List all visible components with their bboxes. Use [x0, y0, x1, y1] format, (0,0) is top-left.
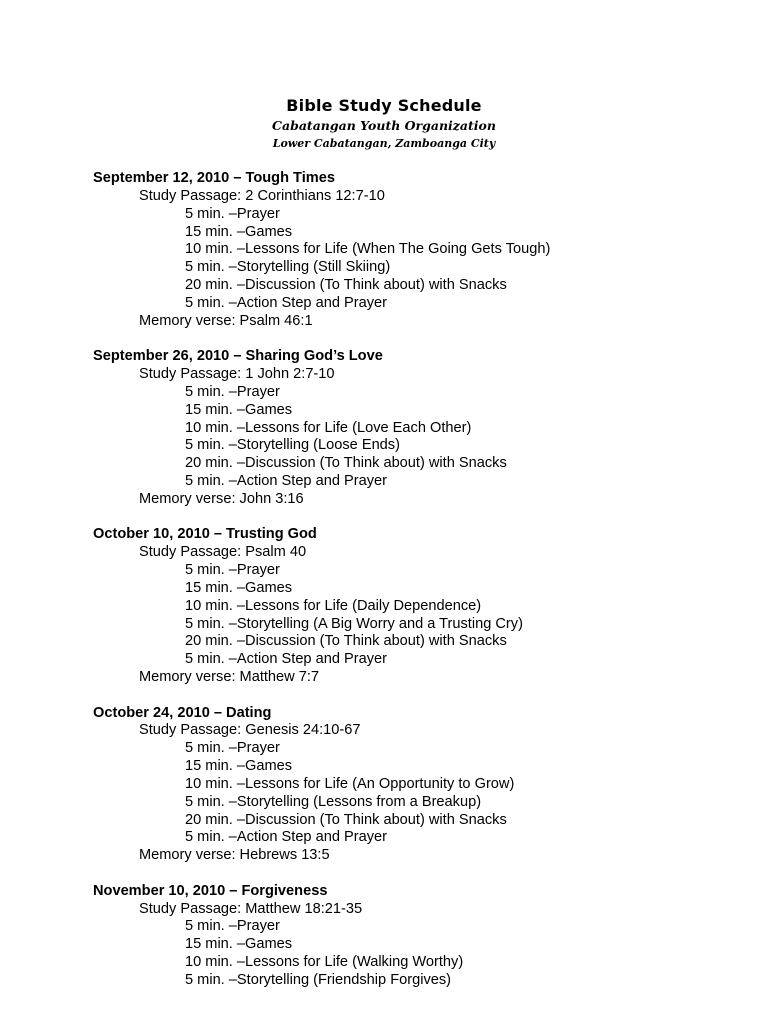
study-passage: Study Passage: 2 Corinthians 12:7-10 — [139, 187, 385, 204]
activity-item: 5 min. –Prayer — [185, 740, 280, 757]
activity-item: 5 min. –Prayer — [185, 383, 280, 400]
organization-location: Lower Cabatangan, Zamboanga City — [272, 137, 496, 150]
activity-item: 10 min. –Lessons for Life (When The Going Gets Tough) — [185, 241, 551, 258]
memory-verse: Memory verse: John 3:16 — [139, 490, 304, 507]
schedule-list — [93, 170, 733, 1007]
study-passage: Study Passage: Genesis 24:10-67 — [139, 722, 361, 739]
activity-item: 5 min. –Storytelling (A Big Worry and a Trusting Cry) — [185, 615, 523, 632]
activity-item: 5 min. –Prayer — [185, 205, 280, 222]
activity-item: 15 min. –Games — [185, 936, 293, 953]
activity-item: 20 min. –Discussion (To Think about) with Snacks — [185, 633, 507, 650]
activity-item: 5 min. –Action Step and Prayer — [185, 829, 387, 846]
activity-item: 10 min. –Lessons for Life (Love Each Other) — [185, 419, 472, 436]
activity-item: 15 min. –Games — [185, 401, 293, 418]
memory-verse: Memory verse: Hebrews 13:5 — [139, 847, 330, 864]
session-heading: September 26, 2010 – Sharing God’s Love — [93, 348, 383, 365]
activity-item: 15 min. –Games — [185, 223, 293, 240]
activity-item: 5 min. –Prayer — [185, 562, 280, 579]
session-block — [93, 705, 733, 866]
activity-item: 15 min. –Games — [185, 758, 293, 775]
study-passage: Study Passage: Matthew 18:21-35 — [139, 900, 363, 917]
activity-item: 10 min. –Lessons for Life (Daily Dependence) — [185, 597, 482, 614]
activity-item: 20 min. –Discussion (To Think about) with Snacks — [185, 811, 507, 828]
study-passage: Study Passage: Psalm 40 — [139, 544, 307, 561]
session-heading: October 10, 2010 – Trusting God — [93, 526, 317, 543]
activity-item: 20 min. –Discussion (To Think about) with Snacks — [185, 277, 507, 294]
session-block — [93, 883, 733, 990]
session-heading: November 10, 2010 – Forgiveness — [93, 882, 328, 899]
activity-item: 15 min. –Games — [185, 579, 293, 596]
session-heading: October 24, 2010 – Dating — [93, 704, 272, 721]
activity-item: 5 min. –Prayer — [185, 918, 280, 935]
document-header — [0, 95, 768, 152]
activity-item: 5 min. –Storytelling (Loose Ends) — [185, 437, 400, 454]
session-block — [93, 526, 733, 687]
activity-item: 20 min. –Discussion (To Think about) with Snacks — [185, 455, 507, 472]
activity-item: 10 min. –Lessons for Life (Walking Worthy) — [185, 954, 464, 971]
activity-item: 5 min. –Storytelling (Lessons from a Breakup) — [185, 793, 482, 810]
activity-item: 5 min. –Action Step and Prayer — [185, 473, 387, 490]
activity-item: 5 min. –Action Step and Prayer — [185, 651, 387, 668]
session-block — [93, 348, 733, 509]
activity-item: 5 min. –Action Step and Prayer — [185, 294, 387, 311]
session-block — [93, 170, 733, 331]
study-passage: Study Passage: 1 John 2:7-10 — [139, 366, 335, 383]
activity-item: 10 min. –Lessons for Life (An Opportunity to Grow) — [185, 775, 515, 792]
memory-verse: Memory verse: Matthew 7:7 — [139, 669, 320, 686]
memory-verse: Memory verse: Psalm 46:1 — [139, 312, 313, 329]
session-heading: September 12, 2010 – Tough Times — [93, 170, 335, 186]
activity-item: 5 min. –Storytelling (Still Skiing) — [185, 259, 391, 276]
document-title: Bible Study Schedule — [286, 96, 482, 115]
activity-item: 5 min. –Storytelling (Friendship Forgives) — [185, 971, 452, 988]
organization-name: Cabatangan Youth Organization — [272, 118, 496, 133]
